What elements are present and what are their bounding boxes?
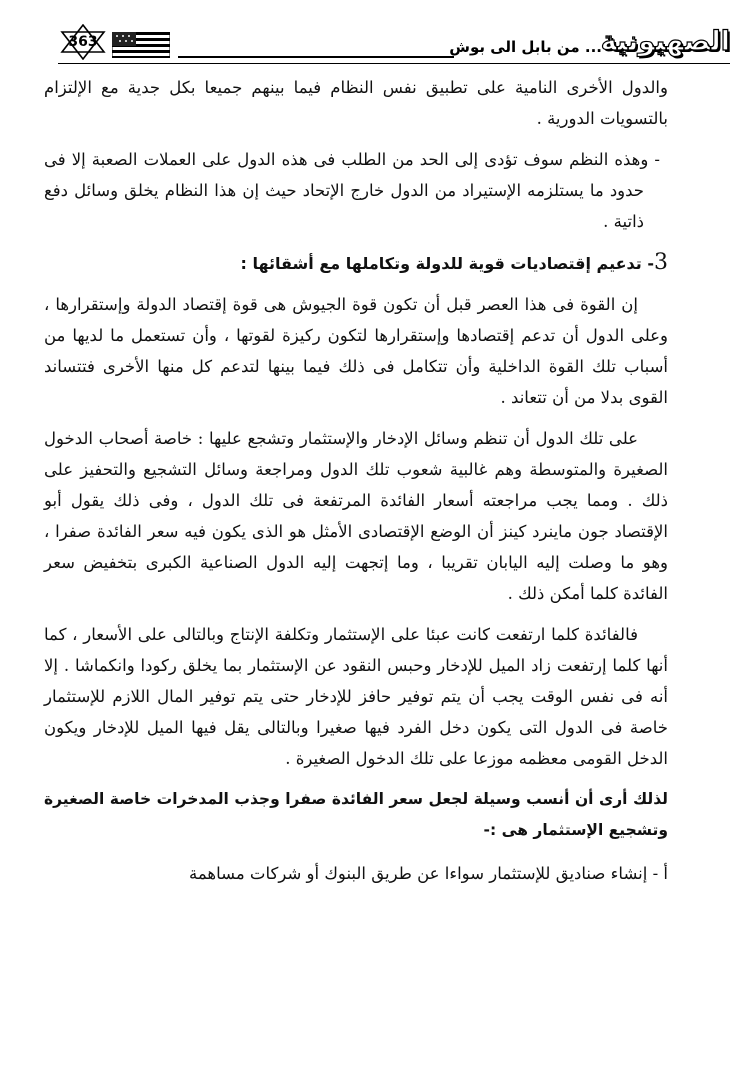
section-heading xyxy=(44,247,668,279)
header-rule xyxy=(178,56,454,58)
paragraph: إن القوة فى هذا العصر قبل أن تكون قوة الجيوش هى قوة إقتصاد الدولة وإستقرارها ، وعلى الدول أن تدعم إقتصادها وإستقرارها لتكون ركيزة لقوتها ، وأن تستعمل ما لديها من أسباب تلك القوة الداخلية وأن تتكامل فى ذلك فيما بينها لتدعم كل منها الأخرى فتتساند القوى بدلا من أن تتعاند . xyxy=(44,295,668,407)
paragraph: فالفائدة كلما ارتفعت كانت عبئا على الإستثمار وتكلفة الإنتاج وبالتالى على الأسعار ، كما أنها كلما إرتفعت زاد الميل للإدخار وحبس النقود عن الإستثمار بما يخلق ركودا وانكماشا . إلا أنه فى نفس الوقت يجب أن يتم توفير حافز للإدخار حتى يتم توفير المال اللازم للإستثمار خاصة فى الدول التى يكون دخل الفرد فيها صغيرا وبالتالى يقل فيها الميل للإدخار ويكون الدخل القومى معظمه موزعا على تلك الدخول الصغيرة . xyxy=(44,625,668,768)
page-body xyxy=(44,72,668,889)
page-header xyxy=(58,22,730,66)
header-underline xyxy=(58,63,730,64)
list-item: أ - إنشاء صناديق للإستثمار سواءا عن طريق البنوك أو شركات مساهمة xyxy=(189,864,668,883)
paragraph: على تلك الدول أن تنظم وسائل الإدخار والإستثمار وتشجع عليها : خاصة أصحاب الدخول الصغيرة والمتوسطة وهم غالبية شعوب تلك الدول ومراجعة وسائل التشجيع والتحفيز على ذلك . ومما يجب مراجعته أسعار الفائدة المرتفعة فى تلك الدول ، وفى ذلك يقول أبو الإقتصاد جون ماينرد كينز أن الوضع الإقتصادى الأمثل هو الذى يكون فيه سعر الفائدة صفرا ، وهو ما وصلت إليه اليابان تقريبا ، وما إتجهت إليه الدول الصناعية الكبرى بتخفيض سعر الفائدة كلما أمكن ذلك . xyxy=(44,429,668,603)
bold-paragraph: لذلك أرى أن أنسب وسيلة لجعل سعر الفائدة صفرا وجذب المدخرات خاصة الصغيرة وتشجيع الإستثمار هى :- xyxy=(44,790,668,839)
section-number: 3 xyxy=(654,250,668,275)
us-flag-icon xyxy=(112,32,170,58)
book-title: الصهيونية xyxy=(600,26,730,57)
paragraph: والدول الأخرى النامية على تطبيق نفس النظام فيما بينهم جميعا بكل جدية مع الإلتزام بالتسويات الدورية . xyxy=(44,78,668,128)
bullet-paragraph: - وهذه النظم سوف تؤدى إلى الحد من الطلب فى هذه الدول على العملات الصعبة إلا فى حدود ما يستلزمه الإستيراد من الدول خارج الإتحاد حيث إن هذا النظام يخلق وسائل دفع ذاتية . xyxy=(44,150,660,231)
page-number: 363 xyxy=(68,34,98,50)
section-heading-text: - تدعيم إقتصاديات قوية للدولة وتكاملها مع أشقائها : xyxy=(240,254,654,273)
book-subtitle: ... من بابل الى بوش xyxy=(449,38,602,56)
